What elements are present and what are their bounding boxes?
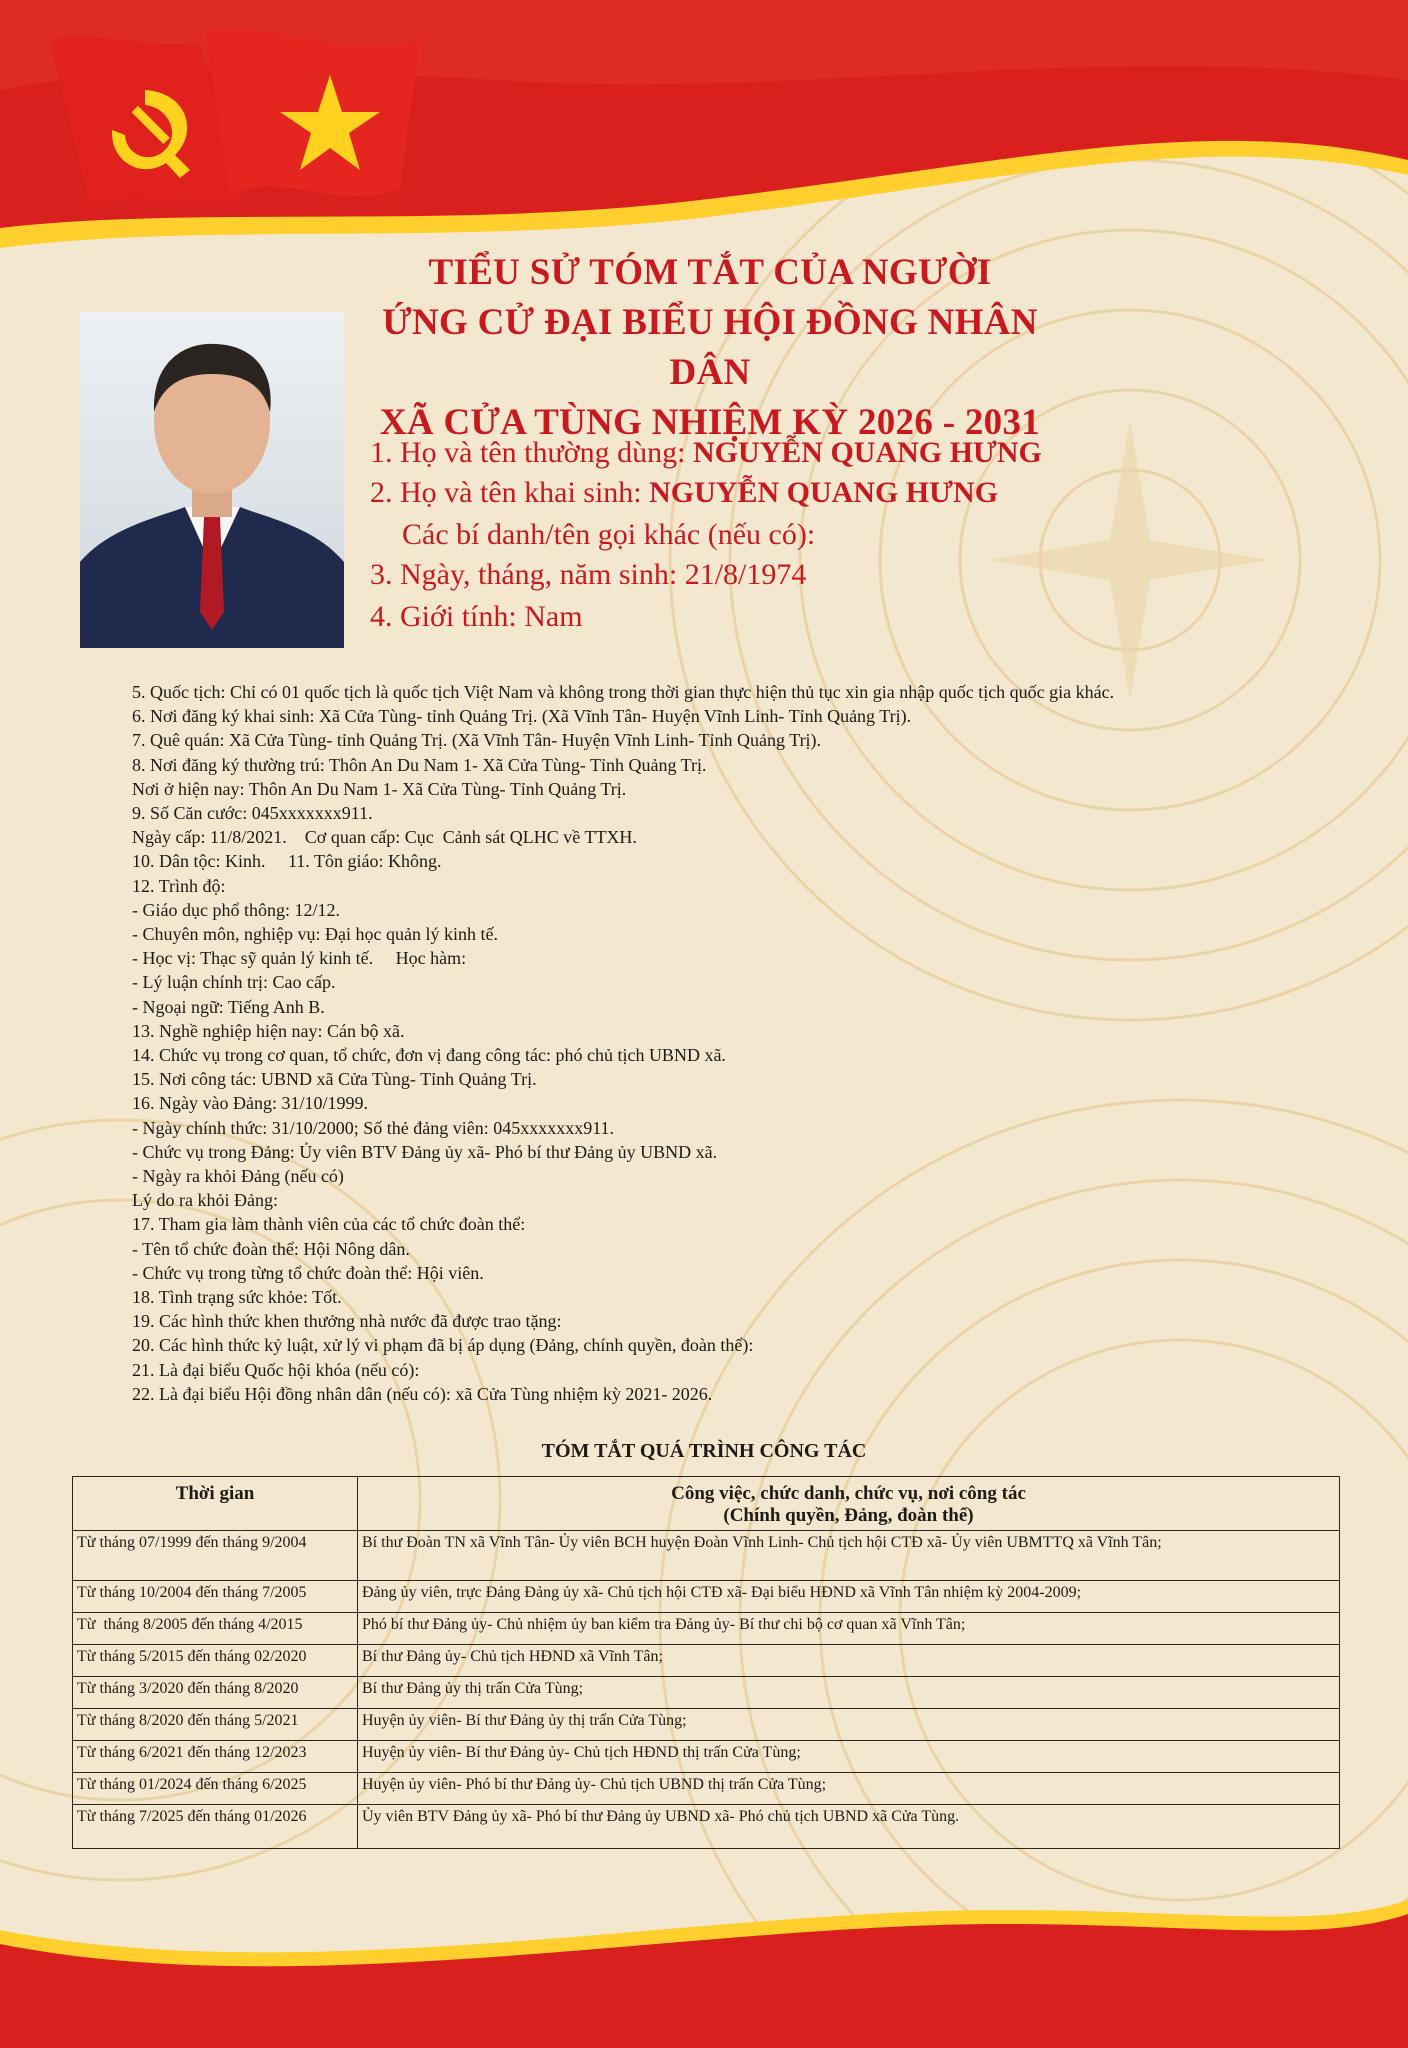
table-row xyxy=(73,1645,1340,1677)
detail-line: - Học vị: Thạc sỹ quản lý kinh tế. Học hàm: xyxy=(132,948,467,969)
detail-line: 15. Nơi công tác: UBND xã Cửa Tùng- Tỉnh Quảng Trị. xyxy=(132,1069,537,1090)
position-cell: Ủy viên BTV Đảng ủy xã- Phó bí thư Đảng ủy UBND xã- Phó chủ tịch UBND xã Cửa Tùng. xyxy=(358,1805,1340,1849)
position-column-header xyxy=(358,1477,1340,1531)
time-cell: Từ tháng 7/2025 đến tháng 01/2026 xyxy=(73,1805,358,1849)
position-cell: Bí thư Đảng ủy- Chủ tịch HĐND xã Vĩnh Tân; xyxy=(358,1645,1340,1677)
dob-label: 3. Ngày, tháng, năm sinh: xyxy=(370,558,685,591)
detail-line: - Chức vụ trong từng tổ chức đoàn thể: Hội viên. xyxy=(132,1262,484,1283)
aliases-label: Các bí danh/tên gọi khác (nếu có): xyxy=(402,518,816,551)
detail-line: 5. Quốc tịch: Chỉ có 01 quốc tịch là quốc tịch Việt Nam và không trong thời gian thực hiện thủ tục xin gia nhập quốc tịch quốc gia khác. xyxy=(132,682,1115,702)
detail-line: - Chuyên môn, nghiệp vụ: Đại học quản lý kinh tế. xyxy=(132,924,498,945)
position-cell: Huyện ủy viên- Phó bí thư Đảng ủy- Chủ tịch UBND thị trấn Cửa Tùng; xyxy=(358,1773,1340,1805)
party-and-national-flags xyxy=(40,20,440,220)
table-row xyxy=(73,1677,1340,1709)
bottom-red-banner xyxy=(0,1880,1408,2048)
detail-line: 22. Là đại biểu Hội đồng nhân dân (nếu có): xã Cửa Tùng nhiệm kỳ 2021- 2026. xyxy=(132,1383,713,1404)
detail-line: - Tên tổ chức đoàn thể: Hội Nông dân. xyxy=(132,1238,410,1259)
detail-line: 20. Các hình thức kỷ luật, xử lý vi phạm đã bị áp dụng (Đảng, chính quyền, đoàn thể): xyxy=(132,1335,754,1356)
detail-line: 18. Tình trạng sức khỏe: Tốt. xyxy=(132,1287,342,1308)
time-cell: Từ tháng 3/2020 đến tháng 8/2020 xyxy=(73,1677,358,1709)
position-cell: Bí thư Đoàn TN xã Vĩnh Tân- Ủy viên BCH huyện Đoàn Vĩnh Linh- Chủ tịch hội CTĐ xã- Ủy viên UBMTTQ xã Vĩnh Tân; xyxy=(358,1531,1340,1581)
table-row xyxy=(73,1773,1340,1805)
aliases-line xyxy=(402,518,815,552)
title-line-1: TIỂU SỬ TÓM TẮT CỦA NGƯỜI xyxy=(428,252,992,293)
position-cell: Huyện ủy viên- Bí thư Đảng ủy- Chủ tịch HĐND thị trấn Cửa Tùng; xyxy=(358,1741,1340,1773)
detail-line: 7. Quê quán: Xã Cửa Tùng- tỉnh Quảng Trị. (Xã Vĩnh Tân- Huyện Vĩnh Linh- Tỉnh Quảng Trị). xyxy=(132,730,822,751)
biography-details xyxy=(132,680,1252,1406)
common-name-line xyxy=(370,436,1042,470)
table-row xyxy=(73,1613,1340,1645)
detail-line: Ngày cấp: 11/8/2021. Cơ quan cấp: Cục Cảnh sát QLHC về TTXH. xyxy=(132,827,637,848)
detail-line: Lý do ra khỏi Đảng: xyxy=(132,1190,278,1211)
common-name-label: 1. Họ và tên thường dùng: xyxy=(370,436,693,469)
document-title xyxy=(340,248,1080,448)
position-cell: Phó bí thư Đảng ủy- Chủ nhiệm ủy ban kiểm tra Đảng ủy- Bí thư chi bộ cơ quan xã Vĩnh Tân; xyxy=(358,1613,1340,1645)
title-line-3: XÃ CỬA TÙNG NHIỆM KỲ 2026 - 2031 xyxy=(379,402,1041,443)
detail-line: 6. Nơi đăng ký khai sinh: Xã Cửa Tùng- tỉnh Quảng Trị. (Xã Vĩnh Tân- Huyện Vĩnh Linh- Tỉnh Quảng Trị). xyxy=(132,706,912,727)
gender-line xyxy=(370,600,583,634)
detail-line: 14. Chức vụ trong cơ quan, tổ chức, đơn vị đang công tác: phó chủ tịch UBND xã. xyxy=(132,1045,726,1066)
detail-line: 10. Dân tộc: Kinh. 11. Tôn giáo: Không. xyxy=(132,851,442,872)
position-cell: Bí thư Đảng ủy thị trấn Cửa Tùng; xyxy=(358,1677,1340,1709)
detail-line: - Ngày ra khỏi Đảng (nếu có) xyxy=(132,1166,344,1187)
detail-line: 12. Trình độ: xyxy=(132,875,226,896)
table-row xyxy=(73,1531,1340,1581)
detail-line: - Chức vụ trong Đảng: Ủy viên BTV Đảng ủy xã- Phó bí thư Đảng ủy UBND xã. xyxy=(132,1141,718,1162)
birth-name-label: 2. Họ và tên khai sinh: xyxy=(370,476,650,509)
time-cell: Từ tháng 6/2021 đến tháng 12/2023 xyxy=(73,1741,358,1773)
work-history-heading: TÓM TẮT QUÁ TRÌNH CÔNG TÁC xyxy=(541,1440,867,1462)
table-header-row xyxy=(73,1477,1340,1531)
common-name-value: NGUYỄN QUANG HƯNG xyxy=(692,436,1042,469)
time-column-header: Thời gian xyxy=(73,1477,358,1531)
detail-line: 16. Ngày vào Đảng: 31/10/1999. xyxy=(132,1093,368,1114)
detail-line: Nơi ở hiện nay: Thôn An Du Nam 1- Xã Cửa Tùng- Tỉnh Quảng Trị. xyxy=(132,778,627,799)
table-row xyxy=(73,1581,1340,1613)
time-cell: Từ tháng 07/1999 đến tháng 9/2004 xyxy=(73,1531,358,1581)
dob-value: 21/8/1974 xyxy=(684,558,807,591)
gender-label: 4. Giới tính: xyxy=(370,600,525,633)
position-cell: Huyện ủy viên- Bí thư Đảng ủy thị trấn Cửa Tùng; xyxy=(358,1709,1340,1741)
detail-line: 19. Các hình thức khen thưởng nhà nước đã được trao tặng: xyxy=(132,1311,562,1332)
time-cell: Từ tháng 8/2005 đến tháng 4/2015 xyxy=(73,1613,358,1645)
detail-line: 17. Tham gia làm thành viên của các tổ chức đoàn thể: xyxy=(132,1214,526,1235)
detail-line: 8. Nơi đăng ký thường trú: Thôn An Du Nam 1- Xã Cửa Tùng- Tỉnh Quảng Trị. xyxy=(132,754,707,775)
candidate-portrait xyxy=(80,312,344,648)
detail-line: - Lý luận chính trị: Cao cấp. xyxy=(132,972,336,993)
detail-line: 13. Nghề nghiệp hiện nay: Cán bộ xã. xyxy=(132,1020,405,1041)
time-cell: Từ tháng 01/2024 đến tháng 6/2025 xyxy=(73,1773,358,1805)
detail-line: - Ngày chính thức: 31/10/2000; Số thẻ đảng viên: 045xxxxxxx911. xyxy=(132,1117,615,1138)
position-cell: Đảng ủy viên, trực Đảng Đảng ủy xã- Chủ tịch hội CTĐ xã- Đại biểu HĐND xã Vĩnh Tân nhiệm kỳ 2004-2009; xyxy=(358,1581,1340,1613)
position-header-line-1: Công việc, chức danh, chức vụ, nơi công tác xyxy=(671,1483,1026,1504)
table-row xyxy=(73,1805,1340,1849)
position-header-line-2: (Chính quyền, Đảng, đoàn thể) xyxy=(723,1505,974,1526)
detail-line: 9. Số Căn cước: 045xxxxxxx911. xyxy=(132,803,373,824)
detail-line: - Ngoại ngữ: Tiếng Anh B. xyxy=(132,996,325,1017)
detail-line: 21. Là đại biểu Quốc hội khóa (nếu có): xyxy=(132,1359,420,1380)
table-row xyxy=(73,1741,1340,1773)
gender-value: Nam xyxy=(524,600,583,633)
birth-name-value: NGUYỄN QUANG HƯNG xyxy=(649,476,999,509)
detail-line: - Giáo dục phổ thông: 12/12. xyxy=(132,899,340,920)
time-cell: Từ tháng 8/2020 đến tháng 5/2021 xyxy=(73,1709,358,1741)
dob-line xyxy=(370,558,806,592)
table-row xyxy=(73,1709,1340,1741)
birth-name-line xyxy=(370,476,998,510)
title-line-2: ỨNG CỬ ĐẠI BIỂU HỘI ĐỒNG NHÂN DÂN xyxy=(382,302,1038,393)
time-cell: Từ tháng 10/2004 đến tháng 7/2005 xyxy=(73,1581,358,1613)
time-cell: Từ tháng 5/2015 đến tháng 02/2020 xyxy=(73,1645,358,1677)
work-history-table xyxy=(72,1476,1340,1849)
